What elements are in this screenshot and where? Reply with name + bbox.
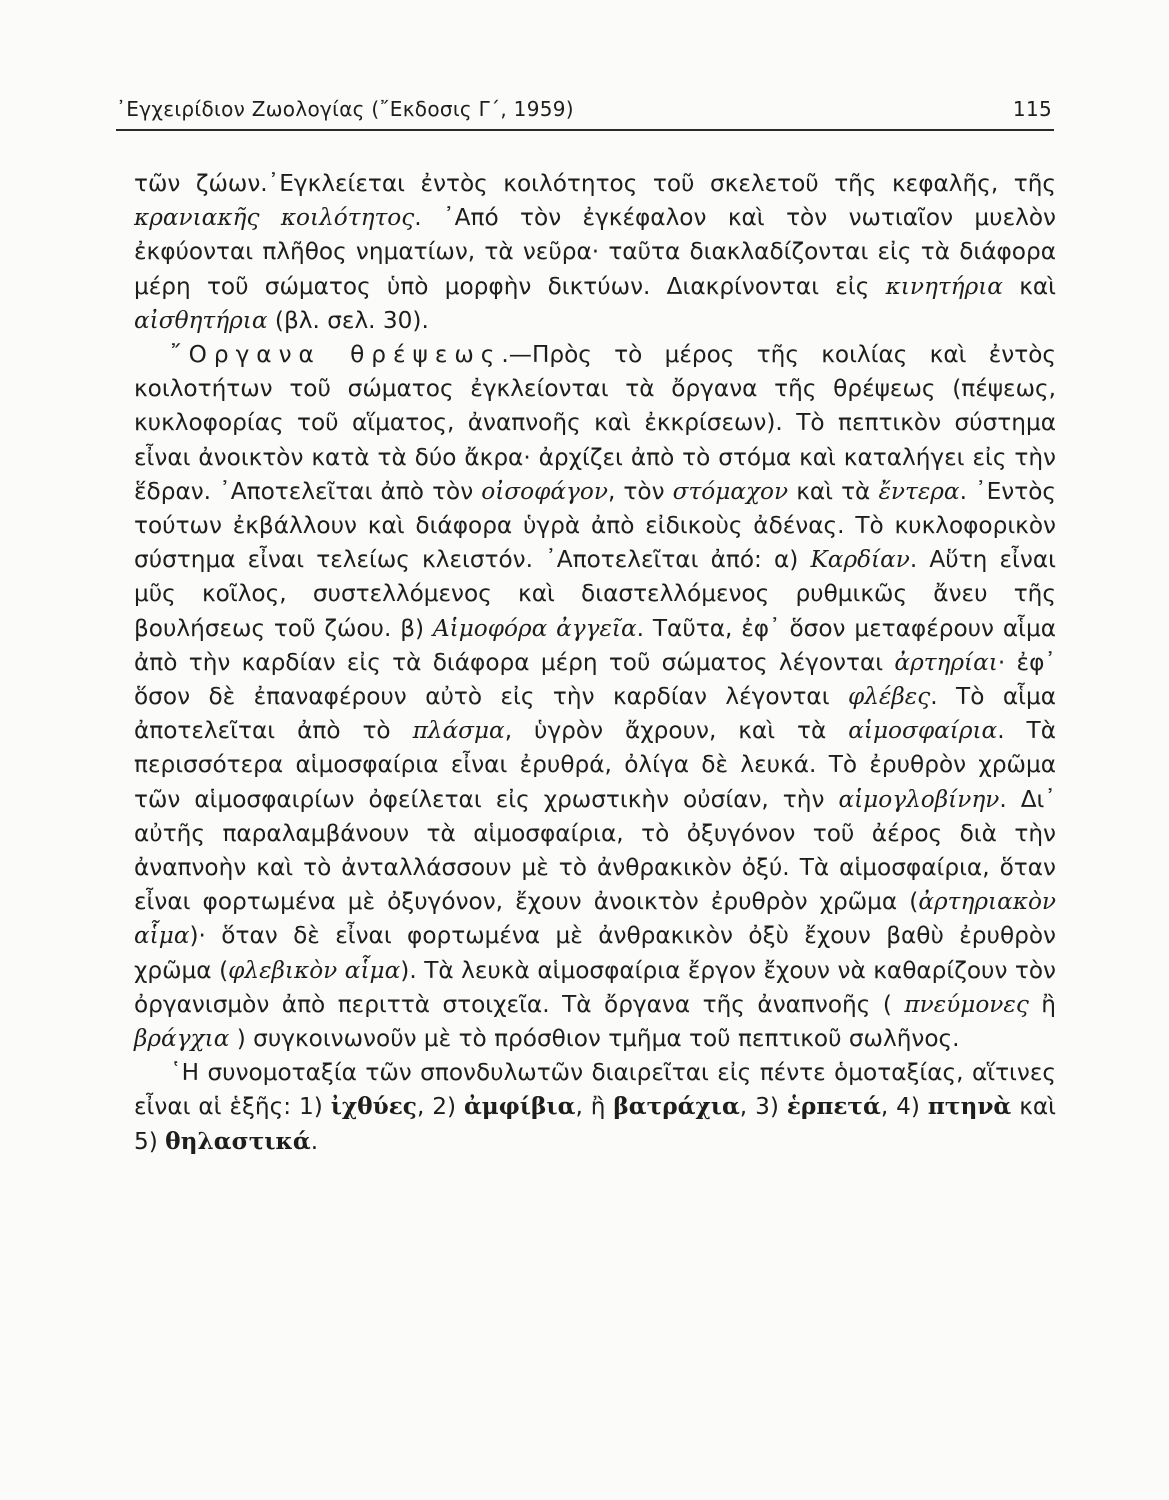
- text-run: , ἢ: [575, 1093, 614, 1121]
- text-run: , τὸν: [607, 477, 673, 505]
- text-run: ). Τὰ λευκὰ αἱμοσφαίρια ἔργον ἔχουν νὰ καθαρίζουν τὸν ὀργανισμὸν ἀπὸ περιττὰ στοιχεῖα. Τὰ ὄργανα τῆς ἀναπνοῆς (: [134, 956, 1057, 1018]
- term-italic: Καρδίαν: [810, 546, 910, 574]
- text-run: καὶ τὰ: [788, 477, 879, 505]
- text-run: ἢ: [1028, 990, 1056, 1018]
- term-italic: κινητήρια: [885, 272, 1003, 300]
- term-italic: πνεύμονες: [904, 990, 1029, 1018]
- text-run: . Ταῦτα, ἐφ᾿ ὅσον μεταφέρουν αἷμα ἀπὸ τὴν καρδίαν εἰς τὰ διάφορα μέρη τοῦ σώματος λέγονται: [134, 614, 1057, 676]
- paragraph-nervous-system: [134, 167, 1056, 338]
- term-italic: ἀρτηρίαι: [894, 648, 998, 676]
- term-italic: φλέβες: [848, 683, 931, 711]
- text-run: τῶν ζώων.᾿Εγκλείεται ἐντὸς κοιλότητος τοῦ σκελετοῦ τῆς κεφαλῆς, τῆς: [134, 170, 1056, 197]
- term-bold: πτηνὰ: [927, 1093, 1012, 1121]
- text-run: . ᾿Εντὸς τούτων ἐκβάλλουν καὶ διάφορα ὑγρὰ ἀπὸ εἰδικοὺς ἀδένας. Τὸ κυκλοφορικὸν σύστημα εἶναι τελείως κλειστόν. ᾿Αποτελεῖται ἀπό: α): [134, 477, 1056, 574]
- running-title: ᾿Εγχειρίδιον Ζωολογίας (῎Εκδοσις Γ΄, 1959): [116, 97, 574, 121]
- header-rule: [116, 129, 1054, 131]
- text-run: .—Πρὸς τὸ μέρος τῆς κοιλίας καὶ ἐντὸς κοιλοτήτων τοῦ σώματος ἐγκλείονται τὰ ὄργανα τῆς θρέψεως (πέψεως, κυκλοφορίας τοῦ αἵματος, ἀναπνοῆς καὶ ἐκκρίσεων). Τὸ πεπτικὸν σύστημα εἶναι ἀνοικτὸν κατὰ τὰ δύο ἄκρα· ἀρχίζει ἀπὸ τὸ στόμα καὶ καταλήγει εἰς τὴν ἕδραν. ᾿Αποτελεῖται ἀπὸ τὸν: [134, 341, 1056, 505]
- term-italic: στόμαχον: [672, 477, 789, 505]
- term-italic: Αἱμοφόρα ἀγγεῖα: [432, 614, 637, 642]
- text-run: · ἐφ᾿ ὅσον δὲ ἐπαναφέρουν αὐτὸ εἰς τὴν καρδίαν λέγονται: [134, 648, 1056, 711]
- term-italic: αἱμοσφαίρια: [848, 717, 998, 745]
- text-run: . Τὰ περισσότερα αἱμοσφαίρια εἶναι ἐρυθρά, ὀλίγα δὲ λευκά. Τὸ ἐρυθρὸν χρῶμα τῶν αἱμοσφαιρίων ὀφείλεται εἰς χρωστικὴν οὐσίαν, τὴν: [134, 717, 1056, 813]
- text-run: , 4): [880, 1093, 928, 1121]
- term-italic: ἀρτηριακὸν αἷμα: [134, 888, 1056, 950]
- text-run: . Τὸ αἷμα ἀποτελεῖται ἀπὸ τὸ: [134, 683, 1056, 745]
- text-run: καὶ: [1002, 272, 1057, 300]
- term-italic: οἰσοφάγον: [481, 477, 608, 505]
- section-heading-spaced: ῎Οργανα θρέψεως: [170, 341, 502, 369]
- term-italic: αἰσθητήρια: [134, 306, 268, 334]
- text-run: ) συγκοινωνοῦν μὲ τὸ πρόσθιον τμῆμα τοῦ πεπτικοῦ σωλῆνος.: [229, 1025, 960, 1053]
- term-italic: κρανιακῆς κοιλότητος: [134, 204, 415, 232]
- text-run: . ᾿Από τὸν ἐγκέφαλον καὶ τὸν νωτιαῖον μυελὸν ἐκφύονται πλῆθος νηματίων, τὰ νεῦρα· ταῦτα διακλαδίζονται εἰς τὰ διάφορα μέρη τοῦ σώματος ὑπὸ μορφὴν δικτύων. Διακρίνονται εἰς: [134, 204, 1056, 300]
- term-italic: βράγχια: [134, 1025, 230, 1053]
- text-run: , 3): [739, 1093, 787, 1121]
- text-run: καὶ 5): [134, 1093, 1056, 1155]
- term-italic: πλάσμα: [412, 717, 505, 745]
- term-bold: θηλαστικά: [165, 1127, 311, 1155]
- body-text: [134, 167, 1056, 1159]
- text-run: ῾Η συνομοταξία τῶν σπονδυλωτῶν διαιρεῖται εἰς πέντε ὁμοταξίας, αἵτινες εἶναι αἱ ἑξῆς: 1): [134, 1059, 1056, 1121]
- text-run: . Δι᾿ αὐτῆς παραλαμβάνουν τὰ αἱμοσφαίρια, τὸ ὀξυγόνον τοῦ ἀέρος διὰ τὴν ἀναπνοὴν καὶ τὸ ἀνταλλάσσουν μὲ τὸ ἀνθρακικὸν ὀξύ. Τὰ αἱμοσφαίρια, ὅταν εἶναι φορτωμένα μὲ ὀξυγόνον, ἔχουν ἀνοικτὸν ἐρυθρὸν χρῶμα (: [134, 785, 1056, 916]
- paragraph-nutrition-organs: [134, 338, 1056, 1056]
- term-bold: ἑρπετά: [786, 1093, 881, 1121]
- term-italic: φλεβικὸν αἷμα: [228, 956, 401, 984]
- text-run: , 2): [416, 1093, 464, 1121]
- text-run: )· ὅταν δὲ εἶναι φορτωμένα μὲ ἀνθρακικὸν ὀξὺ ἔχουν βαθὺ ἐρυθρὸν χρῶμα (: [134, 922, 1056, 984]
- term-bold: ἀμφίβια: [463, 1093, 576, 1121]
- term-bold: βατράχια: [613, 1093, 740, 1121]
- term-bold: ἰχθύες: [330, 1093, 417, 1121]
- text-run: , ὑγρὸν ἄχρουν, καὶ τὰ: [504, 717, 849, 745]
- paragraph-vertebrate-classes: [134, 1056, 1056, 1159]
- text-run: (βλ. σελ. 30).: [267, 306, 429, 334]
- page-number: 115: [1012, 97, 1052, 121]
- running-header: [116, 97, 1052, 127]
- text-run: .: [310, 1127, 319, 1155]
- term-italic: ἔντερα: [878, 477, 960, 505]
- text-run: . Αὕτη εἶναι μῦς κοῖλος, συστελλόμενος καὶ διαστελλόμενος ρυθμικῶς ἄνευ τῆς βουλήσεως τοῦ ζώου. β): [134, 546, 1056, 642]
- term-italic: αἱμογλοβίνην: [838, 785, 1000, 813]
